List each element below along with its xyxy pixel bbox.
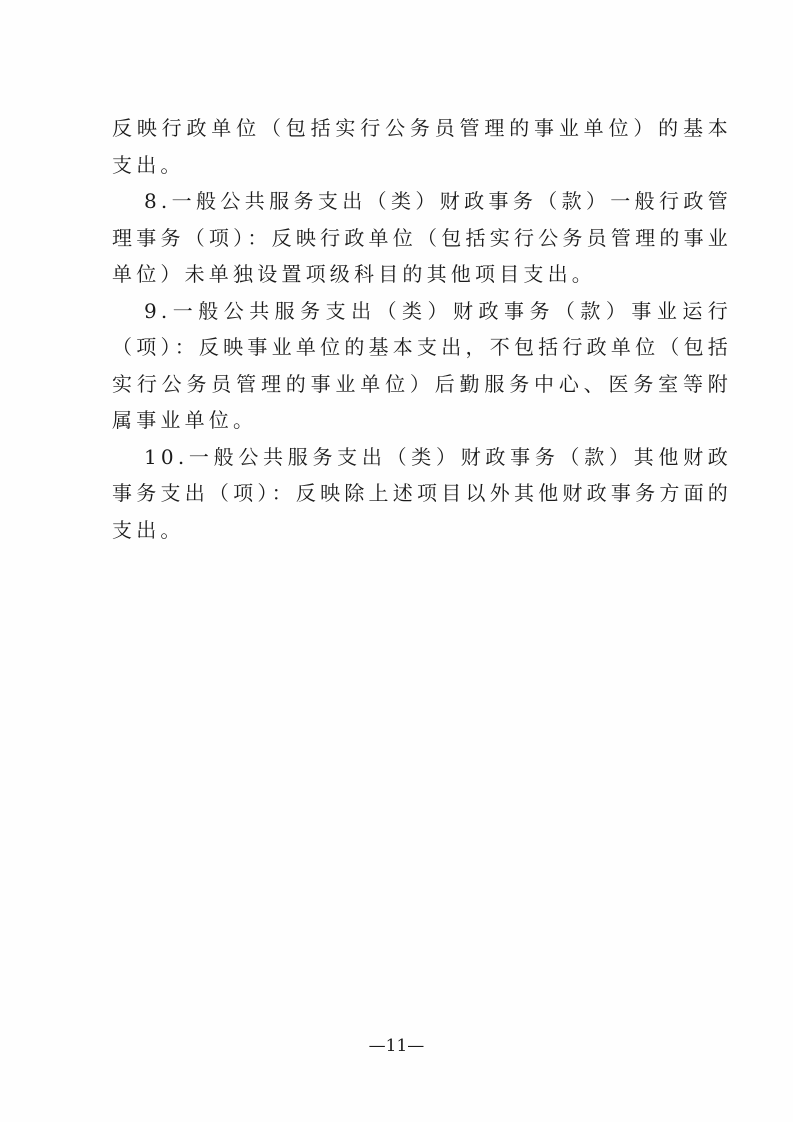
paragraph-item-9: 9.一般公共服务支出（类）财政事务（款）事业运行（项）：反映事业单位的基本支出，不包括行政单位（包括实行公务员管理的事业单位）后勤服务中心、医务室等附属事业单位。 — [112, 298, 732, 432]
paragraph-continuation: 反映行政单位（包括实行公务员管理的事业单位）的基本支出。 — [112, 116, 732, 177]
paragraph-item-10: 10.一般公共服务支出（类）财政事务（款）其他财政事务支出（项）：反映除上述项目以外其他财政事务方面的支出。 — [112, 444, 732, 542]
paragraph-item-8: 8.一般公共服务支出（类）财政事务（款）一般行政管理事务（项）：反映行政单位（包括实行公务员管理的事业单位）未单独设置项级科目的其他项目支出。 — [112, 189, 732, 286]
page-number: —11— — [368, 1036, 425, 1056]
document-body — [112, 110, 732, 548]
